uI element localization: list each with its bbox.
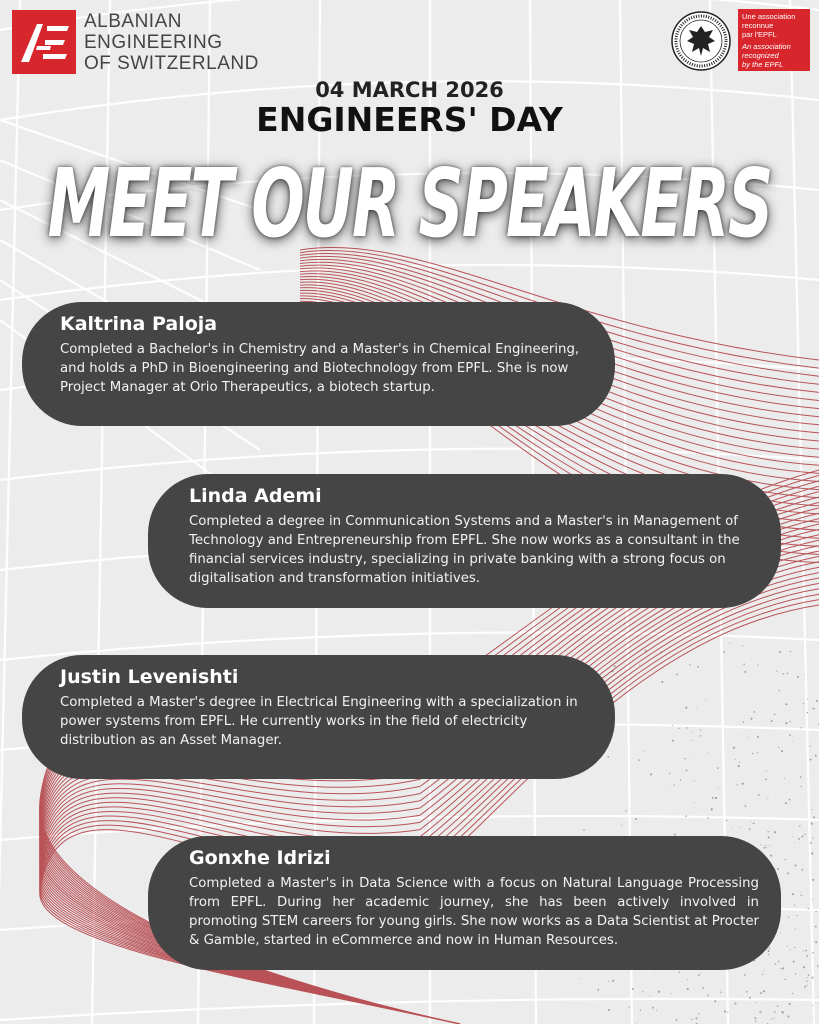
speckle-dot <box>793 961 795 963</box>
speckle-dot <box>580 978 581 979</box>
speckle-dot <box>794 905 795 906</box>
speckle-dot <box>678 728 679 729</box>
speckle-dot <box>661 681 663 683</box>
speaker-card-1 <box>22 302 615 426</box>
speckle-dot <box>614 665 616 667</box>
org-name-line2: ENGINEERING <box>84 31 223 53</box>
speckle-dot <box>770 855 772 857</box>
speckle-dot <box>724 1010 726 1012</box>
event-date: 04 MARCH 2026 <box>315 78 504 102</box>
speckle-dot <box>656 1010 657 1011</box>
speckle-dot <box>694 780 695 781</box>
speckle-dot <box>812 1005 813 1006</box>
speckle-dot <box>740 827 741 828</box>
speckle-dot <box>779 690 780 691</box>
embassy-seal-icon <box>670 10 732 72</box>
speckle-dot <box>628 1007 629 1008</box>
speckle-dot <box>742 645 743 646</box>
speckle-dot <box>812 879 814 881</box>
speckle-dot <box>583 829 585 831</box>
speckle-dot <box>810 842 812 844</box>
speckle-dot <box>789 734 791 736</box>
speckle-dot <box>806 981 807 982</box>
speckle-dot <box>808 975 810 977</box>
speckle-dot <box>787 946 788 947</box>
speaker-name: Gonxhe Idrizi <box>189 847 331 869</box>
speckle-dot <box>700 729 701 730</box>
speckle-dot <box>801 836 803 838</box>
speckle-dot <box>684 758 686 760</box>
org-name-line1: ALBANIAN <box>84 10 182 32</box>
speckle-dot <box>694 802 695 803</box>
speckle-dot <box>686 727 687 728</box>
speckle-dot <box>783 673 785 675</box>
speckle-dot <box>743 721 745 723</box>
speaker-bio: Completed a Master's in Data Science with a focus on Natural Language Processing from EPFL. During her academic journey, she has been actively involved in promoting STEM careers for young girls. She now works as a Data Scientist at Procter & Gamble, started in eCommerce and now in Human Resources. <box>189 876 759 948</box>
speckle-dot <box>785 722 787 724</box>
speckle-dot <box>685 815 687 817</box>
speckle-dot <box>751 821 752 822</box>
speckle-dot <box>804 674 805 675</box>
speckle-dot <box>795 973 797 975</box>
speckle-dot <box>608 1009 610 1011</box>
speckle-dot <box>705 699 706 700</box>
speckle-dot <box>749 828 751 830</box>
speckle-dot <box>712 797 714 799</box>
speckle-dot <box>812 708 813 709</box>
speckle-dot <box>608 981 609 982</box>
speckle-dot <box>797 676 799 678</box>
epfl-fr-line1: Une association <box>742 12 796 21</box>
speckle-dot <box>795 929 796 930</box>
speckle-dot <box>745 805 747 807</box>
speckle-dot <box>774 831 776 833</box>
speckle-dot <box>768 950 770 952</box>
speckle-dot <box>784 778 785 779</box>
speckle-dot <box>780 932 781 933</box>
speaker-bio: Completed a degree in Communication Systems and a Master's in Management of Technology and Entrepreneurship from EPFL. She now works as a consultant in the financial services industry, specializing in private banking with a strong focus on digitalisation and transformation initiatives. <box>189 514 740 586</box>
speckle-dot <box>707 752 708 753</box>
speckle-dot <box>815 755 817 757</box>
speckle-dot <box>787 673 789 675</box>
speckle-dot <box>744 974 746 976</box>
speckle-dot <box>760 992 762 994</box>
speckle-dot <box>777 868 779 870</box>
speaker-card-3 <box>22 655 615 779</box>
speckle-dot <box>671 993 672 994</box>
speckle-dot <box>652 1007 654 1009</box>
speckle-dot <box>642 991 643 992</box>
epfl-en-text <box>742 42 806 69</box>
grid-line-curve <box>0 999 819 1020</box>
speckle-dot <box>809 745 810 746</box>
speckle-dot <box>756 1002 757 1003</box>
speckle-dot <box>649 995 650 996</box>
speckle-dot <box>690 756 691 757</box>
speckle-dot <box>746 991 748 993</box>
speckle-dot <box>755 1020 756 1021</box>
speckle-dot <box>729 642 730 643</box>
speaker-bio: Completed a Master's degree in Electrical Engineering with a specialization in power systems from EPFL. He currently works in the field of electricity distribution as an Asset Manager. <box>60 695 578 748</box>
speckle-dot <box>801 895 802 896</box>
speckle-dot <box>744 671 746 673</box>
speckle-dot <box>696 767 697 768</box>
speckle-dot <box>640 1010 641 1011</box>
speckle-dot <box>752 753 754 755</box>
speckle-dot <box>717 767 719 769</box>
speckle-dot <box>757 752 758 753</box>
speckle-dot <box>803 966 805 968</box>
speckle-dot <box>645 650 647 652</box>
speckle-dot <box>718 787 719 788</box>
speckle-dot <box>739 761 740 762</box>
speckle-dot <box>792 993 793 994</box>
speckle-dot <box>697 666 699 668</box>
speckle-dot <box>784 859 785 860</box>
speaker-name: Kaltrina Paloja <box>60 313 218 335</box>
speckle-dot <box>778 747 779 748</box>
speckle-dot <box>726 820 727 821</box>
speckle-dot <box>758 794 760 796</box>
speckle-dot <box>692 740 693 741</box>
speckle-dot <box>686 770 688 772</box>
speckle-dot <box>754 1017 756 1019</box>
speckle-dot <box>621 825 622 826</box>
speckle-dot <box>674 785 675 786</box>
speckle-dot <box>607 756 609 758</box>
speckle-dot <box>696 708 697 709</box>
speckle-dot <box>669 773 670 774</box>
speckle-dot <box>805 950 807 952</box>
speckle-dot <box>635 818 637 820</box>
speckle-dot <box>811 853 813 855</box>
org-name <box>84 11 259 74</box>
org-logo <box>12 10 259 74</box>
speckle-dot <box>597 989 599 991</box>
speckle-dot <box>812 899 813 900</box>
speaker-card-2 <box>148 474 781 608</box>
speckle-dot <box>760 844 761 845</box>
speckle-dot <box>817 965 819 967</box>
speckle-dot <box>731 828 732 829</box>
speckle-dot <box>816 700 818 702</box>
speckle-dot <box>689 664 690 665</box>
speckle-dot <box>790 651 791 652</box>
speckle-dot <box>808 908 809 909</box>
speckle-dot <box>778 961 779 962</box>
speckle-dot <box>789 799 791 801</box>
speckle-dot <box>766 770 767 771</box>
speckle-dot <box>654 973 655 974</box>
speckle-dot <box>672 725 673 726</box>
speckle-dot <box>767 831 768 832</box>
speckle-dot <box>650 773 652 775</box>
speckle-dot <box>815 911 816 912</box>
speckle-dot <box>680 779 681 780</box>
speckle-dot <box>792 741 793 742</box>
speckle-dot <box>727 1012 728 1013</box>
speckle-dot <box>772 1018 773 1019</box>
speckle-dot <box>757 664 758 665</box>
speckle-dot <box>812 977 814 979</box>
speckle-dot <box>707 817 709 819</box>
speckle-dot <box>749 737 750 738</box>
speckle-dot <box>813 816 815 818</box>
epfl-fr-line2: reconnue <box>742 21 774 30</box>
speckle-dot <box>771 720 773 722</box>
speckle-dot <box>735 1003 737 1005</box>
speckle-dot <box>679 972 681 974</box>
speckle-dot <box>763 847 765 849</box>
speckle-dot <box>815 941 817 943</box>
epfl-fr-line3: par l'EPFL <box>742 30 777 39</box>
speckle-dot <box>800 727 801 728</box>
speckle-dot <box>757 736 759 738</box>
speckle-dot <box>776 671 777 672</box>
speckle-dot <box>738 765 740 767</box>
speckle-dot <box>685 707 687 709</box>
speckle-dot <box>766 847 767 848</box>
speckle-dot <box>787 872 789 874</box>
speckle-dot <box>750 718 752 720</box>
speckle-dot <box>715 797 717 799</box>
speckle-dot <box>612 980 614 982</box>
speckle-dot <box>784 979 785 980</box>
speckle-dot <box>811 823 813 825</box>
speckle-dot <box>714 1000 716 1002</box>
speckle-dot <box>676 1019 678 1021</box>
speckle-dot <box>787 1016 789 1018</box>
speckle-dot <box>644 751 645 752</box>
speckle-dot <box>692 732 693 733</box>
epfl-en-line3: by the EPFL <box>742 60 784 69</box>
epfl-en-line1: An association <box>742 42 791 51</box>
speckle-dot <box>677 674 678 675</box>
speckle-dot <box>660 651 662 653</box>
speckle-dot <box>711 808 713 810</box>
ae-logo-icon <box>12 10 76 74</box>
speckle-dot <box>792 836 793 837</box>
speckle-dot <box>801 869 803 871</box>
speckle-dot <box>768 837 770 839</box>
speckle-dot <box>794 842 795 843</box>
speckle-dot <box>769 845 770 846</box>
speckle-dot <box>785 703 787 705</box>
speckle-dot <box>812 952 814 954</box>
speckle-dot <box>672 740 674 742</box>
speckle-dot <box>695 1017 697 1019</box>
speckle-dot <box>813 1017 814 1018</box>
speckle-dot <box>806 955 808 957</box>
speckle-dot <box>767 798 768 799</box>
speckle-dot <box>625 810 626 811</box>
event-title: ENGINEERS' DAY <box>256 100 563 139</box>
speckle-dot <box>762 974 763 975</box>
speckle-dot <box>811 809 812 810</box>
speckle-dot <box>782 1012 784 1014</box>
speckle-dot <box>774 1011 776 1013</box>
org-name-line3: OF SWITZERLAND <box>84 52 259 74</box>
speckle-dot <box>702 987 704 989</box>
speckle-dot <box>803 703 804 704</box>
speckle-dot <box>792 893 794 895</box>
speckle-dot <box>777 1006 779 1008</box>
epfl-en-line2: recognized <box>742 51 779 60</box>
speckle-dot <box>790 949 791 950</box>
speckle-dot <box>632 988 634 990</box>
speckle-dot <box>744 1018 745 1019</box>
speckle-dot <box>810 759 812 761</box>
speckle-dot <box>687 988 689 990</box>
speckle-dot <box>800 786 801 787</box>
speckle-dot <box>769 782 770 783</box>
speckle-dot <box>749 997 751 999</box>
speckle-dot <box>804 834 806 836</box>
speckle-dot <box>815 926 817 928</box>
speckle-dot <box>763 990 765 992</box>
speckle-dot <box>720 992 721 993</box>
speckle-dot <box>733 747 735 749</box>
speckle-dot <box>796 915 797 916</box>
speckle-dot <box>691 1019 692 1020</box>
speckle-dot <box>764 970 765 971</box>
speckle-dot <box>781 750 783 752</box>
page-headline: MEET OUR SPEAKERS <box>47 148 772 259</box>
speckle-dot <box>813 708 815 710</box>
speckle-dot <box>799 825 800 826</box>
speckle-dot <box>761 1013 762 1014</box>
speckle-dot <box>765 779 767 781</box>
speckle-dot <box>754 711 756 713</box>
speckle-dot <box>807 985 808 986</box>
speckle-dot <box>707 995 709 997</box>
speckle-dot <box>687 979 688 980</box>
speckle-dot <box>813 837 814 838</box>
speckle-dot <box>782 967 784 969</box>
speckle-dot <box>798 838 800 840</box>
speckle-dot <box>779 651 781 653</box>
speckle-dot <box>807 712 809 714</box>
speckle-dot <box>789 1003 791 1005</box>
speckle-dot <box>807 698 808 699</box>
speckle-dot <box>790 721 791 722</box>
epfl-recognition-badge <box>738 9 810 71</box>
speckle-dot <box>737 784 738 785</box>
speckle-dot <box>795 865 797 867</box>
speckle-dot <box>780 968 781 969</box>
speaker-card-4 <box>148 836 781 970</box>
speckle-dot <box>742 783 744 785</box>
speckle-dot <box>774 714 776 716</box>
speckle-dot <box>723 651 725 653</box>
speckle-dot <box>765 845 766 846</box>
speckle-dot <box>658 991 660 993</box>
speckle-dot <box>666 788 667 789</box>
speckle-dot <box>769 947 771 949</box>
speckle-dot <box>774 1017 775 1018</box>
speckle-dot <box>768 954 769 955</box>
speckle-dot <box>698 974 700 976</box>
speckle-dot <box>638 759 640 761</box>
speckle-dot <box>807 977 808 978</box>
speckle-dot <box>753 822 755 824</box>
speckle-dot <box>803 951 804 952</box>
speckle-dot <box>698 1013 699 1014</box>
speckle-dot <box>785 802 787 804</box>
speaker-name: Linda Ademi <box>189 485 322 507</box>
speckle-dot <box>800 893 801 894</box>
speckle-dot <box>612 670 614 672</box>
speckle-dot <box>804 986 806 988</box>
speckle-dot <box>760 1011 761 1012</box>
speckle-dot <box>774 963 776 965</box>
speckle-dot <box>794 947 795 948</box>
speckle-dot <box>640 821 641 822</box>
speaker-name: Justin Levenishti <box>60 666 239 688</box>
speckle-dot <box>743 663 745 665</box>
speckle-dot <box>788 917 789 918</box>
speckle-dot <box>700 735 701 736</box>
speckle-dot <box>700 973 701 974</box>
speckle-dot <box>735 759 736 760</box>
speckle-dot <box>639 665 640 666</box>
speaker-bio: Completed a Bachelor's in Chemistry and a Master's in Chemical Engineering, and holds a PhD in Bioengineering and Biotechnology from EPFL. She is now Project Manager at Orio Therapeutics, a biotech startup. <box>60 342 580 395</box>
speckle-dot <box>800 776 802 778</box>
